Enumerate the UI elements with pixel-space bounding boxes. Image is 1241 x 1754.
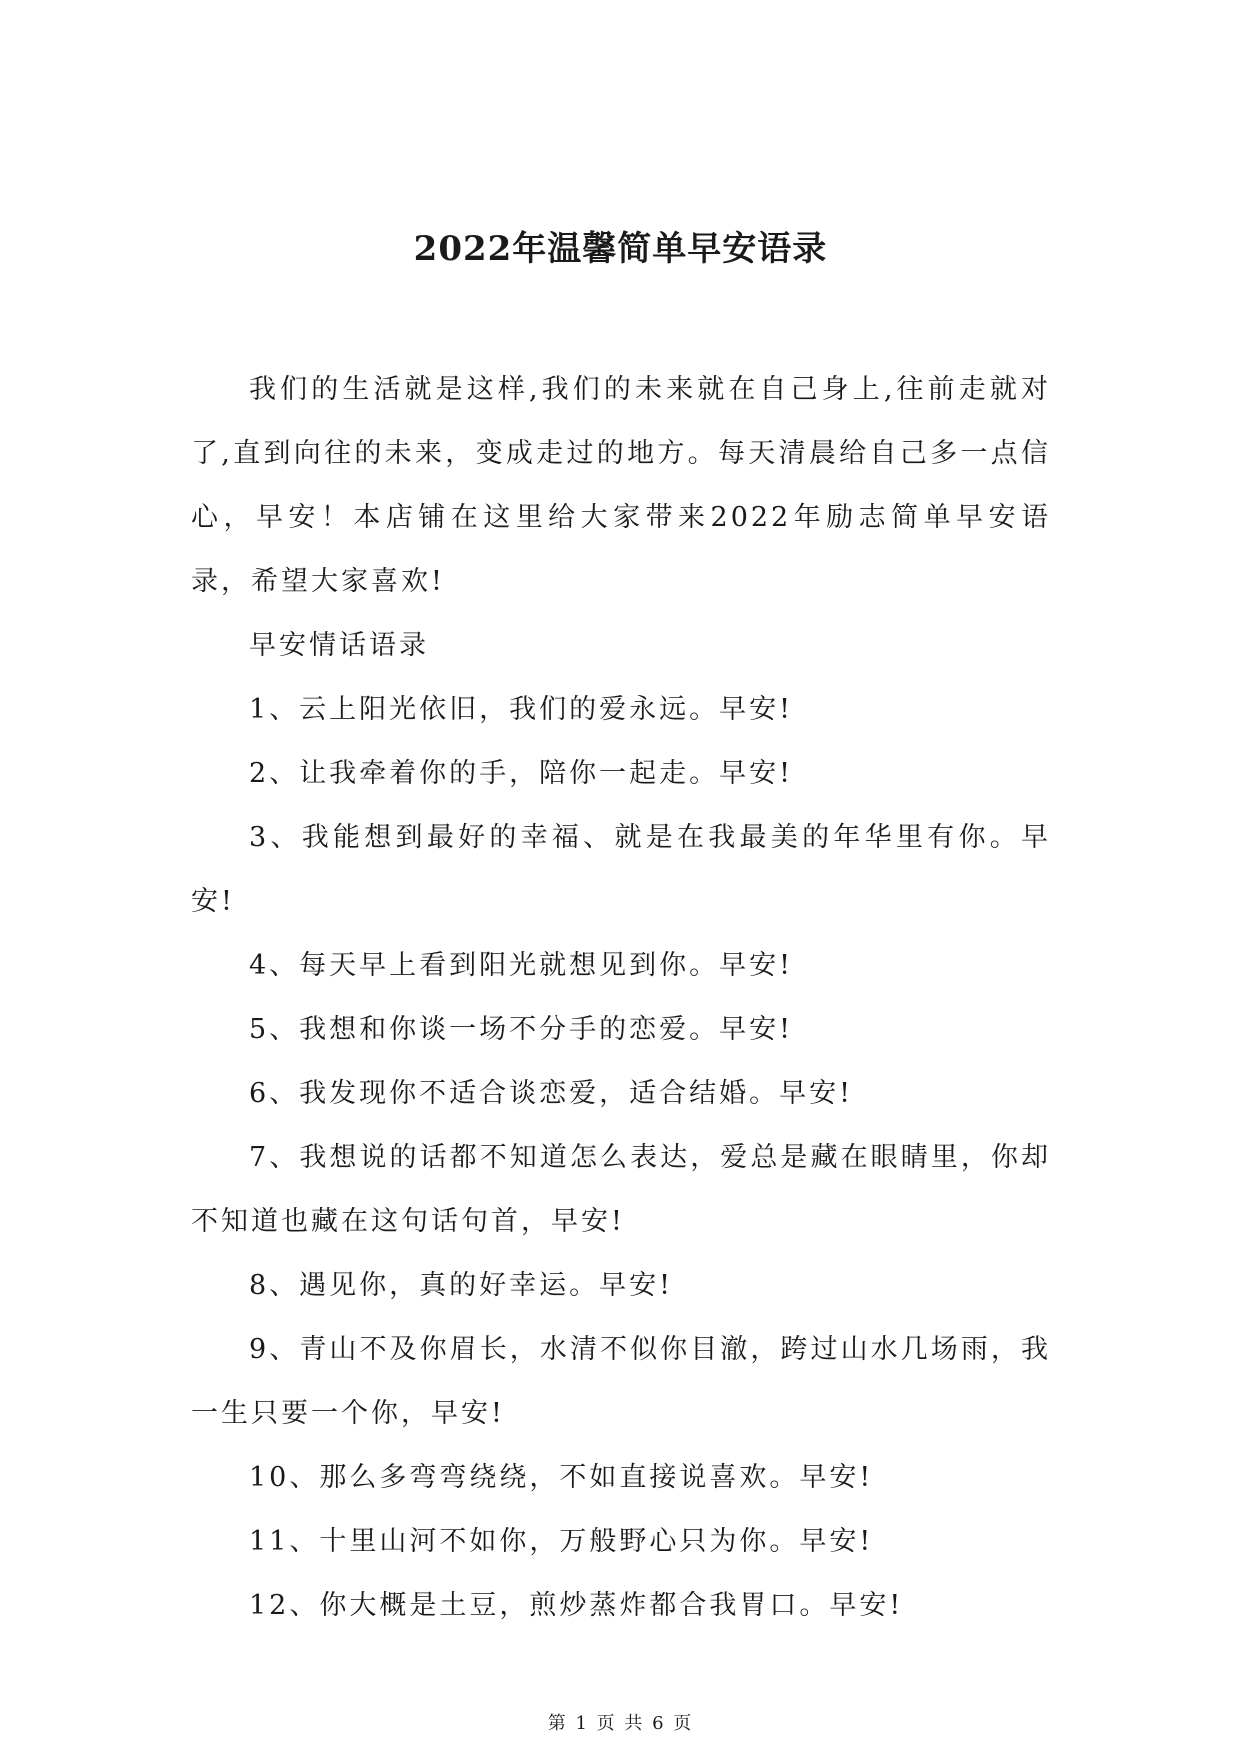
list-item: 12、你大概是土豆，煎炒蒸炸都合我胃口。早安! [249, 1590, 904, 1621]
list-item: 2、让我牵着你的手，陪你一起走。早安! [249, 758, 794, 789]
list-item: 4、每天早上看到阳光就想见到你。早安! [249, 950, 794, 981]
list-item: 11、十里山河不如你，万般野心只为你。早安! [249, 1526, 874, 1557]
document-title: 2022年温馨简单早安语录 [413, 229, 828, 269]
list-item: 3、我能想到最好的幸福、就是在我最美的年华里有你。早安! [191, 822, 1051, 917]
list-item: 7、我想说的话都不知道怎么表达，爱总是藏在眼睛里，你却不知道也藏在这句话句首，早安! [191, 1142, 1051, 1237]
section-heading: 早安情话语录 [249, 630, 429, 661]
list-item: 8、遇见你，真的好幸运。早安! [249, 1270, 674, 1301]
list-item: 9、青山不及你眉长，水清不似你目澈，跨过山水几场雨，我一生只要一个你，早安! [191, 1334, 1051, 1429]
document-body [191, 358, 1051, 1638]
page-number-footer: 第 1 页 共 6 页 [547, 1713, 694, 1734]
intro-paragraph: 我们的生活就是这样,我们的未来就在自己身上,往前走就对了,直到向往的未来，变成走过的地方。每天清晨给自己多一点信心，早安！本店铺在这里给大家带来2022年励志简单早安语录，希望大家喜欢! [191, 374, 1051, 597]
list-item: 6、我发现你不适合谈恋爱，适合结婚。早安! [249, 1078, 854, 1109]
list-item: 10、那么多弯弯绕绕，不如直接说喜欢。早安! [249, 1462, 874, 1493]
list-item: 1、云上阳光依旧，我们的爱永远。早安! [249, 694, 794, 725]
list-item: 5、我想和你谈一场不分手的恋爱。早安! [249, 1014, 794, 1045]
